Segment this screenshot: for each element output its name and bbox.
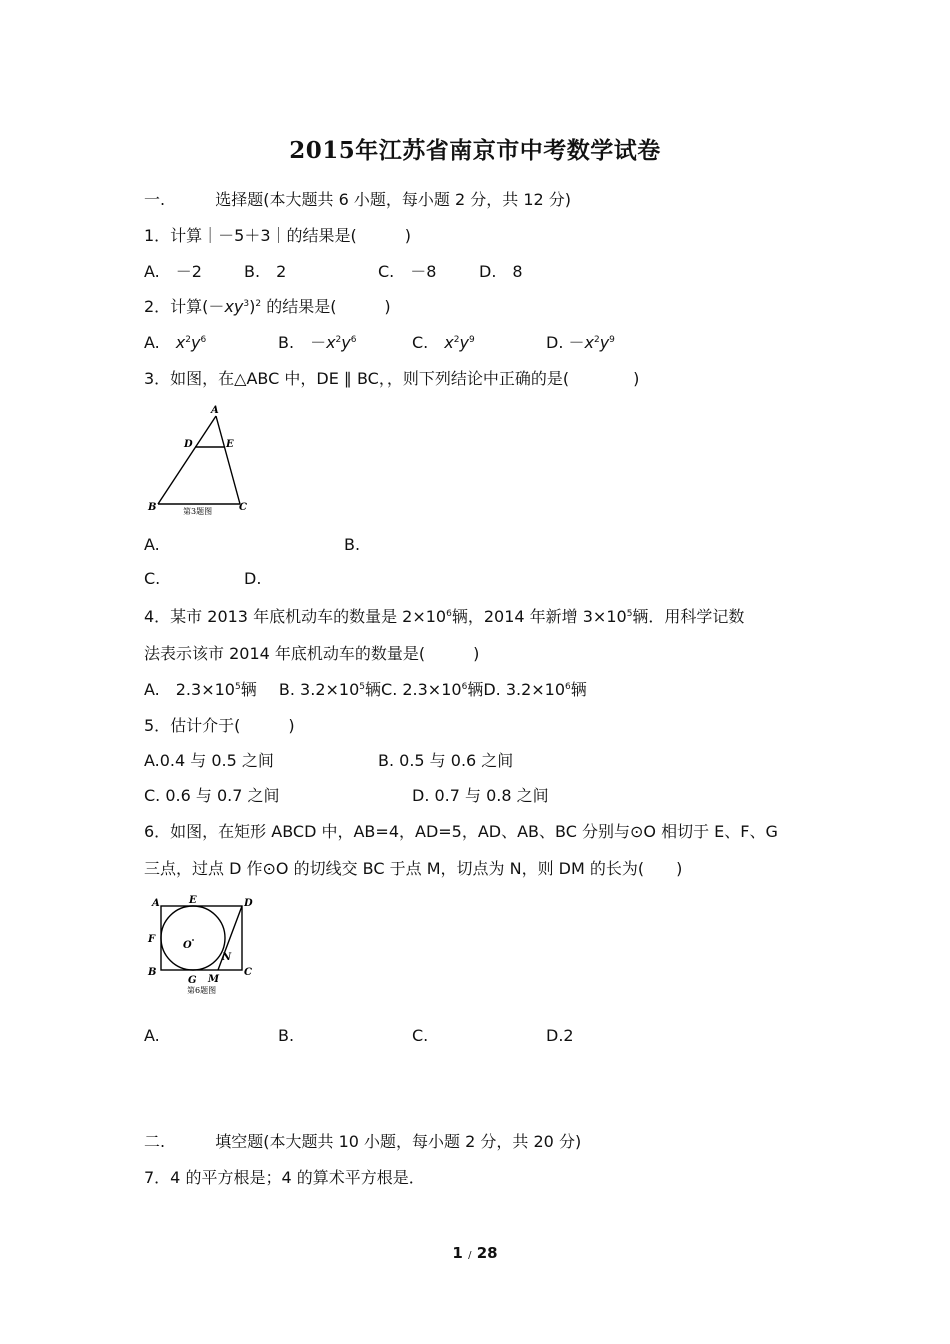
question-5-stem: 5．估计介于( ) (144, 716, 295, 735)
label-d: D (184, 439, 193, 450)
q6-option-c: C. (412, 1026, 429, 1045)
q6-option-d: D.2 (546, 1026, 574, 1045)
option-text: D. 3.2×10 (483, 680, 566, 699)
section-heading (144, 187, 571, 210)
var-y: y (341, 333, 351, 352)
exponent: 6 (350, 335, 357, 345)
option-text: 辆 (240, 680, 257, 699)
q4-option-c (381, 680, 483, 699)
q4-option-a (144, 680, 257, 699)
option-text: B. 3.2×10 (278, 680, 360, 699)
exponent: 5 (359, 682, 365, 692)
q6-option-b: B. (278, 1026, 295, 1045)
q2-option-d (546, 330, 615, 353)
q3-option-c: C. (144, 569, 161, 588)
exponent: 2 (185, 335, 191, 345)
label-n: N (222, 952, 232, 963)
label-a: A (152, 898, 160, 909)
page-number (0, 1244, 950, 1262)
q5-option-d: D. 0.7 与 0.8 之间 (412, 786, 549, 805)
figure-caption: 第3题图 (183, 507, 213, 516)
exponent: 2 (255, 299, 262, 309)
q5-option-c: C. 0.6 与 0.7 之间 (144, 786, 280, 805)
q3-option-b: B. (344, 535, 361, 554)
question-4-stem-line2: 法表示该市 2014 年底机动车的数量是( ) (144, 644, 480, 663)
q4-options (144, 677, 587, 700)
question-6-stem-line2: 三点，过点 D 作⊙O 的切线交 BC 于点 M，切点为 N，则 DM 的长为( ) (144, 859, 683, 878)
var-y: y (190, 333, 201, 352)
option-text: 辆 (570, 680, 587, 699)
exponent: 6 (565, 682, 571, 692)
exponent: 5 (234, 682, 241, 692)
page-title: 2015年江苏省南京市中考数学试卷 (289, 137, 661, 164)
var-x: x (444, 333, 454, 352)
circle-o (161, 906, 225, 970)
exponent: 3 (243, 299, 250, 309)
q6-rectangle-circle-figure (140, 892, 270, 1002)
exponent: 2 (593, 335, 600, 345)
q1-option-c: C. －8 (378, 262, 437, 281)
option-label: D. － (546, 333, 585, 352)
page-current: 1 (452, 1244, 463, 1262)
option-label: A. (144, 333, 176, 352)
q4-option-b (279, 680, 381, 699)
question-7-stem: 7．4 的平方根是；4 的算术平方根是． (144, 1168, 425, 1187)
exponent: 9 (468, 335, 475, 345)
label-e: E (226, 439, 234, 450)
page-separator: / (468, 1250, 472, 1261)
q4-text: 辆，2014 年新增 3×10 (451, 607, 627, 626)
var-x: x (584, 333, 594, 352)
side-ab (158, 416, 216, 504)
option-label: B. － (278, 333, 327, 352)
q1-option-d: D. 8 (479, 262, 523, 281)
q2-option-a (144, 330, 206, 353)
var-y: y (599, 333, 610, 352)
option-text: 辆 (365, 680, 382, 699)
label-m: M (208, 974, 220, 985)
figure-caption: 第6题图 (187, 986, 217, 995)
q2-stem-text: 的结果是( ) (266, 297, 391, 316)
label-g: G (188, 975, 197, 986)
question-4-stem-line1 (144, 604, 744, 627)
label-c: C (239, 502, 247, 513)
q5-option-b: B. 0.5 与 0.6 之间 (378, 751, 514, 770)
section-text: 选择题(本大题共 6 小题，每小题 2 分，共 12 分) (215, 190, 572, 209)
side-ac (216, 416, 240, 504)
q2-option-c (412, 330, 475, 353)
option-text: C. 2.3×10 (381, 680, 462, 699)
option-text: 辆 (467, 680, 484, 699)
label-b: B (148, 502, 157, 513)
section-number: 一. (144, 190, 166, 209)
option-text: A. 2.3×10 (144, 680, 235, 699)
question-2-stem (144, 294, 391, 317)
var-x: x (224, 297, 234, 316)
exponent: 6 (200, 335, 207, 345)
var-y: y (459, 333, 469, 352)
q5-option-a: A.0.4 与 0.5 之间 (144, 751, 274, 770)
exponent: 5 (626, 609, 633, 619)
var-x: x (326, 333, 336, 352)
q2-option-b (278, 330, 356, 353)
section-text: 填空题(本大题共 10 小题，每小题 2 分，共 20 分) (215, 1132, 582, 1151)
section-number: 二. (144, 1132, 166, 1151)
question-3-stem: 3．如图，在△ABC 中，DE ∥ BC，，则下列结论中正确的是( ) (144, 369, 640, 388)
q2-paren: ) (249, 297, 256, 316)
question-1-stem: 1．计算｜－5＋3｜的结果是( ) (144, 226, 412, 245)
q6-option-a: A. (144, 1026, 160, 1045)
exponent: 6 (461, 682, 468, 692)
section-heading (144, 1129, 581, 1152)
page-total: 28 (476, 1244, 498, 1262)
q3-option-a: A. (144, 535, 160, 554)
q3-triangle-figure (140, 400, 260, 520)
q1-option-a: A. －2 (144, 262, 202, 281)
q4-text: 4．某市 2013 年底机动车的数量是 2×10 (144, 607, 447, 626)
q2-stem-text: 2．计算(－ (144, 297, 225, 316)
exponent: 9 (609, 335, 615, 345)
exponent: 2 (335, 335, 342, 345)
exponent: 2 (453, 335, 460, 345)
label-c: C (244, 967, 252, 978)
option-label: C. (412, 333, 445, 352)
center-point (192, 939, 194, 941)
label-f: F (148, 934, 156, 945)
q4-option-d (483, 680, 586, 699)
label-e: E (189, 895, 197, 906)
label-o: O (183, 940, 192, 951)
var-y: y (233, 297, 244, 316)
q3-option-d: D. (244, 569, 262, 588)
q4-text: 辆．用科学记数 (632, 607, 745, 626)
label-a: A (211, 405, 219, 416)
q1-option-b: B. 2 (244, 262, 287, 281)
var-x: x (175, 333, 186, 352)
label-b: B (148, 967, 157, 978)
question-6-stem-line1: 6．如图，在矩形 ABCD 中，AB=4，AD=5，AD、AB、BC 分别与⊙O 相切于 E、F、G (144, 822, 778, 841)
label-d: D (244, 898, 253, 909)
exponent: 6 (446, 609, 452, 619)
